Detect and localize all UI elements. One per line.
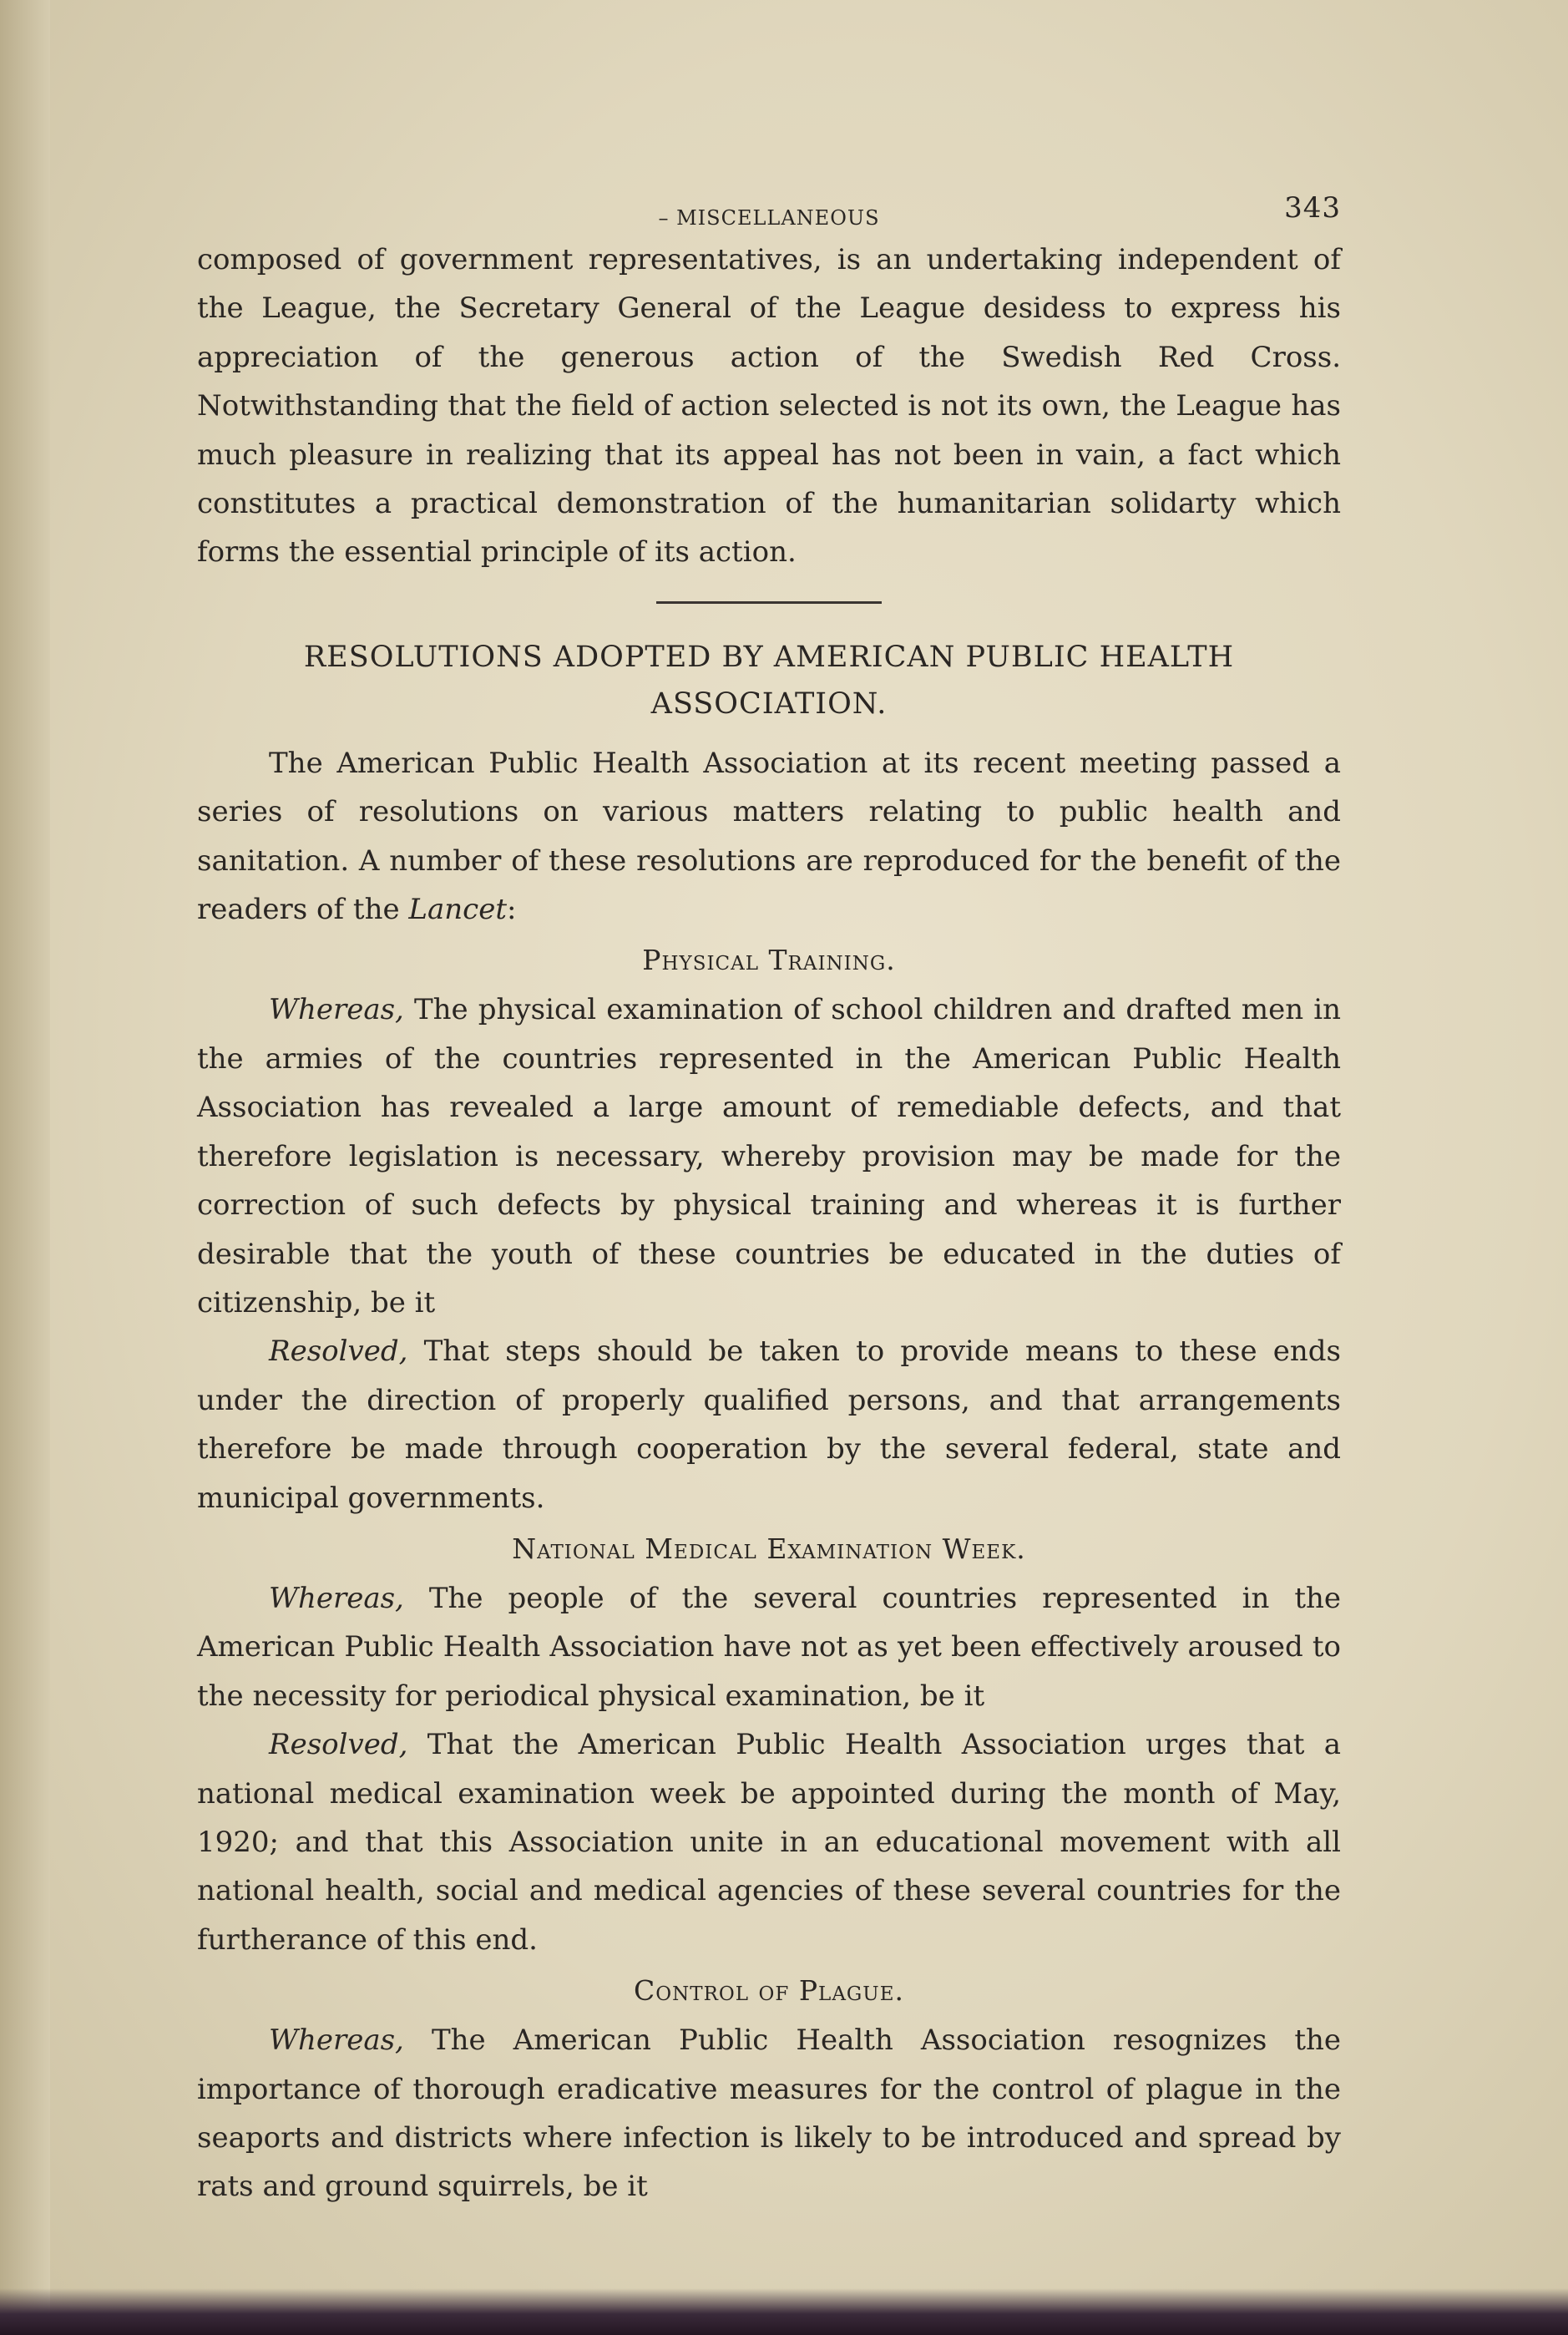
section-title-control-of-plague: Control of Plague. — [634, 1974, 904, 2008]
article-heading-line2: ASSOCIATION. — [650, 686, 888, 721]
running-head-title: – MISCELLANEOUS — [658, 206, 880, 230]
resolved-text: That the American Public Health Association urges that a national medical examination week be appointed during the month of May, 1920; and that this Association unite in an educational movement with all national health, social and medical agencies of these several countries for the furtherance of this end. — [197, 1728, 1341, 1957]
page-number: 343 — [1284, 191, 1341, 225]
lead-italic: Lancet — [408, 893, 507, 927]
resolved-label: Resolved, — [269, 1335, 408, 1369]
spine-shadow — [0, 0, 50, 2335]
whereas-paragraph — [197, 985, 1341, 1327]
whereas-text: The physical examination of school children and drafted men in the armies of the countries represented in the American Public Health Association has revealed a large amount of remediable defects, and that therefore legislation is necessary, whereby provision may be made for the correction of such defects by physical training and whereas it is further desirable that the youth of these countries be educated in the duties of citizenship, be it — [197, 993, 1341, 1319]
whereas-text: The people of the several countries represented in the American Public Health Association have not as yet been effectively aroused to the necessity for periodical physical examination, be it — [197, 1581, 1342, 1713]
page-bottom-edge — [0, 2288, 1568, 2335]
section-title-physical-training: Physical Training. — [642, 944, 896, 977]
lead-text: The American Public Health Association at its recent meeting passed a series of resolutions on various matters relating to public health and sanitation. A number of these resolutions are reproduced for the benefit of the readers of the — [197, 746, 1341, 927]
lead-paragraph — [197, 739, 1341, 935]
whereas-label: Whereas, — [269, 993, 404, 1027]
running-head — [197, 185, 1341, 236]
whereas-label: Whereas, — [269, 2023, 404, 2058]
resolved-paragraph — [197, 1720, 1341, 1964]
article-heading-line1: RESOLUTIONS ADOPTED BY AMERICAN PUBLIC HEALTH — [303, 640, 1235, 674]
whereas-paragraph — [197, 2016, 1341, 2211]
page-text — [197, 185, 1341, 2211]
whereas-text: The American Public Health Association resognizes the importance of thorough eradicative measures for the control of plague in the seaports and districts where infection is likely to be introduced and spread by rats and ground squirrels, be it — [197, 2023, 1341, 2204]
section-title-medical-examination-week: National Medical Examination Week. — [512, 1532, 1026, 1565]
section-divider — [656, 601, 882, 604]
whereas-label: Whereas, — [269, 1581, 404, 1615]
resolved-paragraph — [197, 1327, 1341, 1522]
whereas-paragraph — [197, 1574, 1341, 1720]
resolved-label: Resolved, — [269, 1728, 408, 1762]
lead-end: : — [506, 893, 517, 927]
resolved-text: That steps should be taken to provide means to these ends under the direction of properly qualified persons, and that arrangements therefore be made through cooperation by the several federal, state and municipal governments. — [197, 1335, 1341, 1515]
article-heading — [197, 634, 1341, 727]
intro-paragraph: composed of government representatives, is an undertaking independent of the League, the Secretary General of the League desidess to express his appreciation of the generous action of the Swedish Red Cross. Notwithstanding that the field of action selected is not its own, the League has much pleasure in realizing that its appeal has not been in vain, a fact which constitutes a practical demonstration of the humanitarian solidarty which forms the essential principle of its action. — [197, 243, 1341, 570]
